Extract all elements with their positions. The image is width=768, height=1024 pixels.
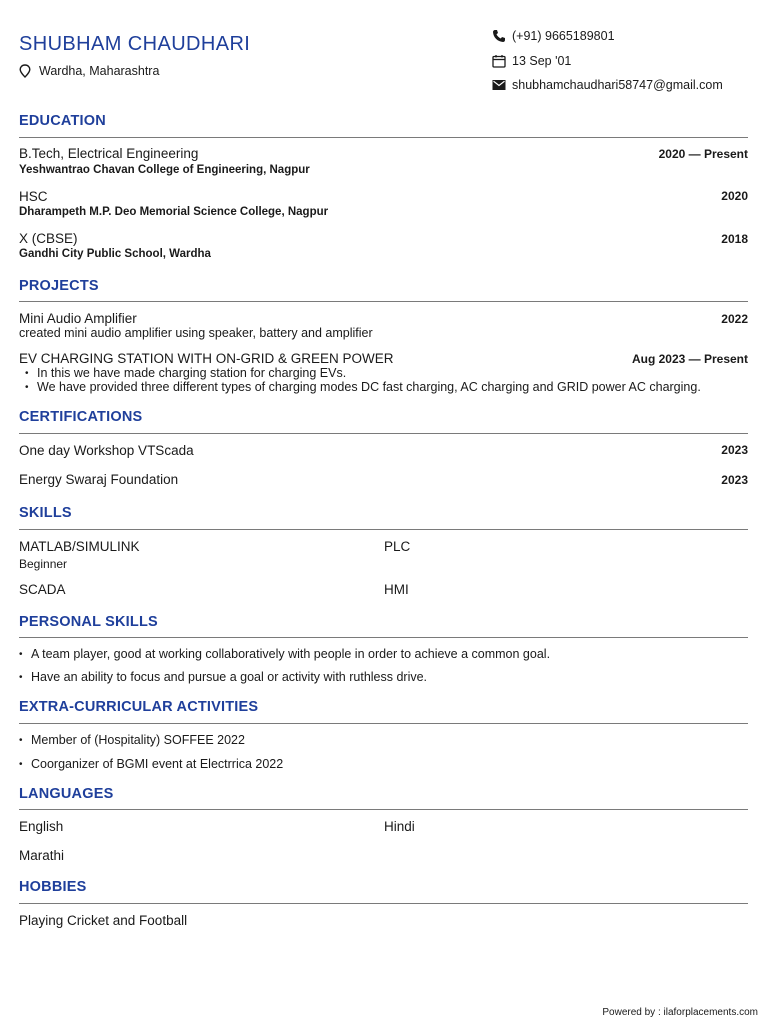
personal-skills-divider [19,637,748,638]
project-title: EV CHARGING STATION WITH ON-GRID & GREEN POWER [19,351,394,366]
project-description: created mini audio amplifier using speaker, battery and amplifier [19,326,373,340]
certification-date: 2023 [721,443,748,457]
personal-skill-text: A team player, good at working collaboratively with people in order to achieve a common goal. [31,647,551,661]
certifications-heading: CERTIFICATIONS [19,409,143,425]
skill-name: PLC [384,539,411,554]
personal-skill-text: Have an ability to focus and pursue a goal or activity with ruthless drive. [31,670,428,684]
hobbies-divider [19,903,748,904]
skills-divider [19,529,748,530]
education-divider [19,137,748,138]
project-bullet-text: We have provided three different types of charging modes DC fast charging, AC charging and GRID power AC charging. [37,380,701,394]
education-date: 2020 — Present [658,147,748,161]
bullet-dot: • [25,368,29,379]
project-date: 2022 [721,312,748,326]
personal-skills-heading: PERSONAL SKILLS [19,614,158,630]
project-date: Aug 2023 — Present [631,352,748,366]
candidate-name: SHUBHAM CHAUDHARI [19,33,251,55]
personal-skill-item [19,670,427,685]
certification-title: Energy Swaraj Foundation [19,472,179,487]
project-title: Mini Audio Amplifier [19,311,137,326]
education-institute: Dharampeth M.P. Deo Memorial Science College, Nagpur [19,206,329,218]
location-pin-icon [19,64,33,78]
personal-skill-item [19,647,550,662]
education-date: 2020 [721,189,748,203]
education-title: B.Tech, Electrical Engineering [19,146,199,161]
skills-heading: SKILLS [19,505,72,521]
education-date: 2018 [721,232,748,246]
skill-name: HMI [384,582,409,597]
extra-curricular-heading: EXTRA-CURRICULAR ACTIVITIES [19,699,259,715]
activity-item [19,757,283,772]
dob-row [491,49,723,74]
hobby-item: Playing Cricket and Football [19,913,188,928]
hobbies-heading: HOBBIES [19,879,87,895]
certification-date: 2023 [721,473,748,487]
location [19,64,159,78]
activity-item [19,733,245,748]
calendar-icon [491,53,506,68]
email-text[interactable]: shubhamchaudhari58747@gmail.com [512,78,723,93]
email-icon [491,78,506,93]
location-text: Wardha, Maharashtra [39,64,160,78]
language-item: Marathi [19,848,65,863]
email-row [491,73,723,98]
education-title: HSC [19,189,48,204]
education-heading: EDUCATION [19,113,106,129]
project-bullet [25,366,346,381]
bullet-dot: • [25,382,29,393]
bullet-dot: • [19,649,23,660]
project-bullet-text: In this we have made charging station for charging EVs. [37,366,347,380]
bullet-dot: • [19,759,23,770]
projects-divider [19,301,748,302]
project-bullet [25,380,701,395]
education-institute: Yeshwantrao Chavan College of Engineering, Nagpur [19,164,310,176]
certification-title: One day Workshop VTScada [19,443,194,458]
powered-by-footer: Powered by : ilaforplacements.com [602,1007,758,1018]
language-item: Hindi [384,819,415,834]
skill-name: MATLAB/SIMULINK [19,539,140,554]
activity-text: Member of (Hospitality) SOFFEE 2022 [31,733,245,747]
bullet-dot: • [19,735,23,746]
skill-level: Beginner [19,557,68,571]
skill-name: SCADA [19,582,66,597]
phone-icon [491,29,506,44]
certifications-divider [19,433,748,434]
phone-text[interactable]: (+91) 9665189801 [512,29,615,44]
contact-block [491,24,723,98]
dob-text: 13 Sep '01 [512,53,572,68]
languages-divider [19,809,748,810]
projects-heading: PROJECTS [19,278,99,294]
languages-heading: LANGUAGES [19,786,114,802]
education-title: X (CBSE) [19,231,78,246]
language-item: English [19,819,64,834]
activity-text: Coorganizer of BGMI event at Electrrica 2022 [31,757,284,771]
education-institute: Gandhi City Public School, Wardha [19,248,211,260]
extra-curricular-divider [19,723,748,724]
phone-row [491,24,723,49]
bullet-dot: • [19,672,23,683]
